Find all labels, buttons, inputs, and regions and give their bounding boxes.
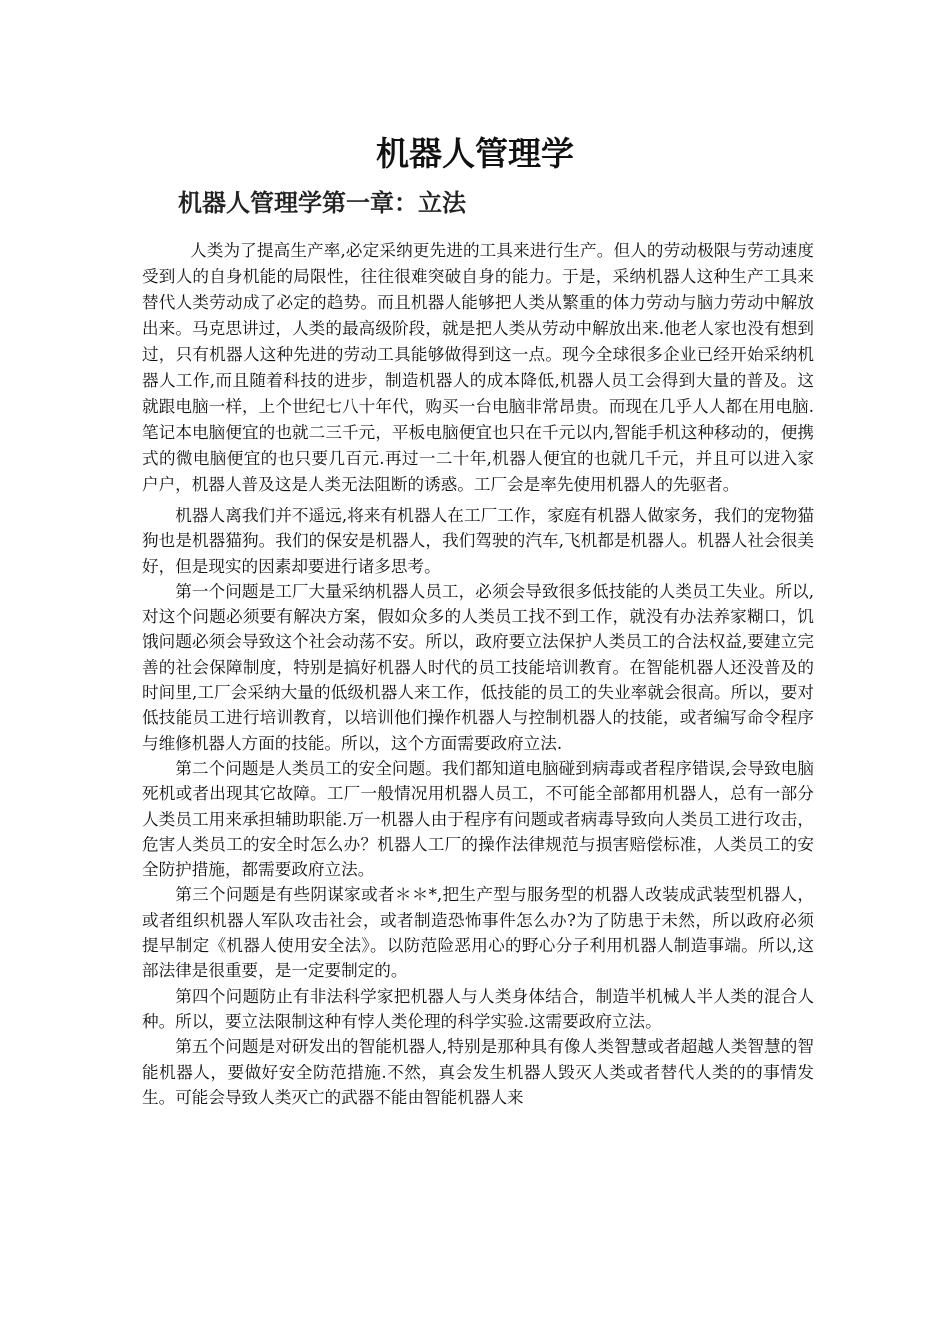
paragraph-intro: 人类为了提高生产率,必定采纳更先进的工具来进行生产。但人的劳动极限与劳动速度受到人的自身机能的局限性，往往很难突破自身的能力。于是，采纳机器人这种生产工具来替代人类劳动成了必定的趋势。而且机器人能够把人类从繁重的体力劳动与脑力劳动中解放出来。马克思讲过，人类的最高级阶段，就是把人类从劳动中解放出来.他老人家也没有想到过，只有机器人这种先进的劳动工具能够做得到这一点。现今全球很多企业已经开始采纳机器人工作,而且随着科技的进步，制造机器人的成本降低,机器人员工会得到大量的普及。这就跟电脑一样，上个世纪七八十年代，购买一台电脑非常昂贵。而现在几乎人人都在用电脑.笔记本电脑便宜的也就二三千元，平板电脑便宜也只在千元以内,智能手机这种移动的，便携式的微电脑便宜的也只要几百元.再过一二十年,机器人便宜的也就几千元，并且可以进入家户户，机器人普及这是人类无法阻断的诱惑。工厂会是率先使用机器人的先驱者。	[142, 241, 814, 494]
paragraph-issue-5: 第五个问题是对研发出的智能机器人,特别是那种具有像人类智慧或者超越人类智慧的智能机器人，要做好安全防范措施.不然，真会发生机器人毁灭人类或者替代人类的的事情发生。可能会导致人类灭亡的武器不能由智能机器人来	[142, 1037, 814, 1107]
paragraph-future: 机器人离我们并不遥远,将来有机器人在工厂工作，家庭有机器人做家务，我们的宠物猫狗也是机器猫狗。我们的保安是机器人，我们驾驶的汽车,飞机都是机器人。机器人社会很美好，但是现实的因素却要进行诸多思考。	[142, 506, 814, 576]
paragraph-issue-2: 第二个问题是人类员工的安全问题。我们都知道电脑碰到病毒或者程序错误,会导致电脑死机或者出现其它故障。工厂一般情况用机器人员工，不可能全部都用机器人，总有一部分人类员工用来承担辅助职能.万一机器人由于程序有问题或者病毒导致向人类员工进行攻击，危害人类员工的安全时怎么办？机器人工厂的操作法律规范与损害赔偿标准，人类员工的安全防护措施，都需要政府立法。	[142, 758, 814, 880]
paragraph-issue-3: 第三个问题是有些阴谋家或者＊＊*,把生产型与服务型的机器人改装成武装型机器人，或者组织机器人军队攻击社会，或者制造恐怖事件怎么办?为了防患于未然，所以政府必须提早制定《机器人使用安全法》。以防范险恶用心的野心分子利用机器人制造事端。所以,这部法律是很重要，是一定要制定的。	[142, 885, 814, 981]
paragraph-issue-1: 第一个问题是工厂大量采纳机器人员工，必须会导致很多低技能的人类员工失业。所以,对这个问题必须要有解决方案，假如众多的人类员工找不到工作，就没有办法养家糊口，饥饿问题必须会导致这个社会动荡不安。所以，政府要立法保护人类员工的合法权益,要建立完善的社会保障制度，特别是搞好机器人时代的员工技能培训教育。在智能机器人还没普及的时间里,工厂会采纳大量的低级机器人来工作，低技能的员工的失业率就会很高。所以，要对低技能员工进行培训教育，以培训他们操作机器人与控制机器人的技能，或者编写命令程序与维修机器人方面的技能。所以，这个方面需要政府立法.	[142, 581, 814, 753]
paragraph-issue-4: 第四个问题防止有非法科学家把机器人与人类身体结合，制造半机械人半人类的混合人种。所以，要立法限制这种有悖人类伦理的科学实验.这需要政府立法。	[142, 986, 814, 1031]
document-title: 机器人管理学	[376, 134, 574, 173]
document-body	[142, 238, 814, 1110]
chapter-heading: 机器人管理学第一章：立法	[178, 189, 466, 217]
